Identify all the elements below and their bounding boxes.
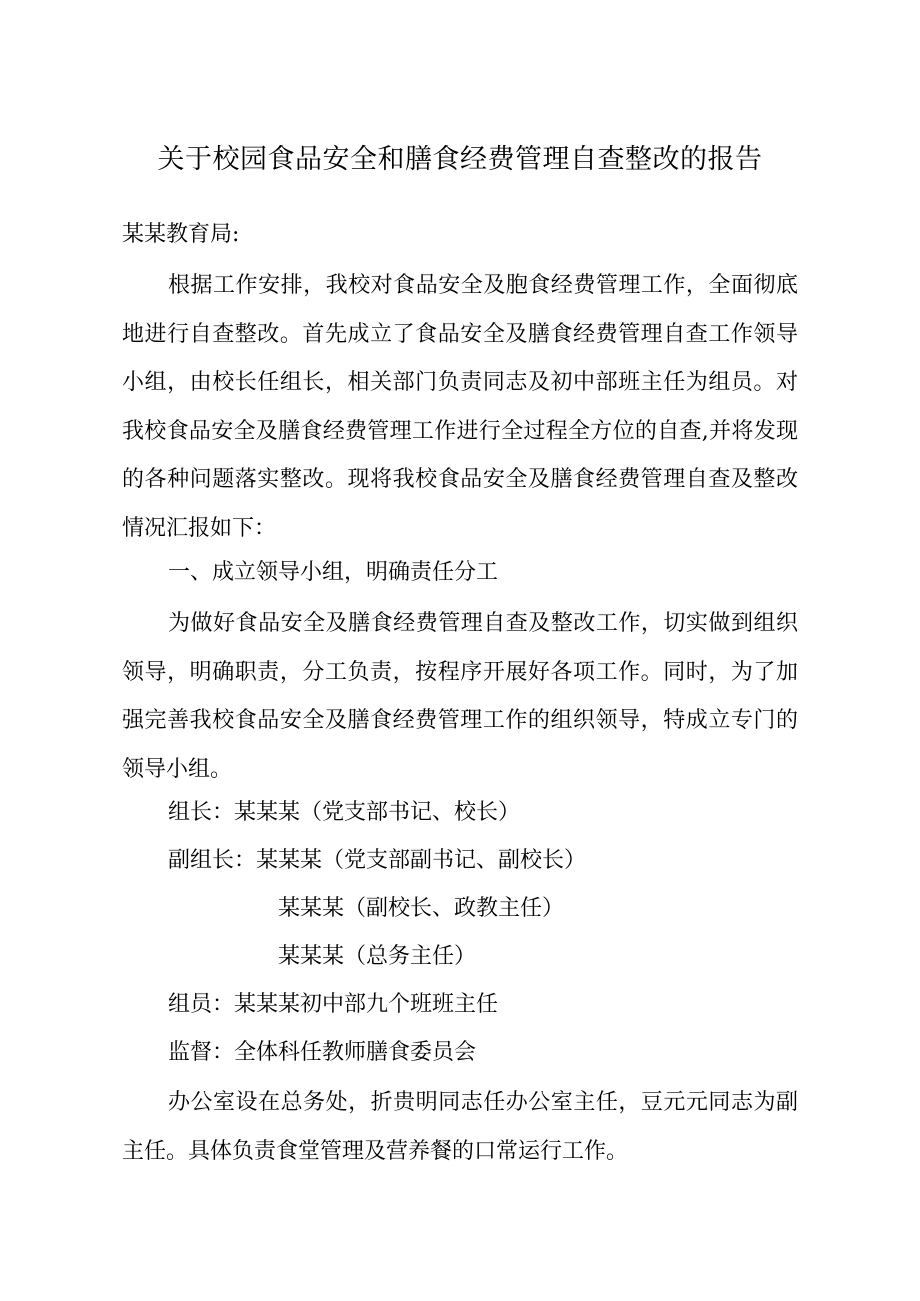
paragraph-office: 办公室设在总务处，折贵明同志任办公室主任，豆元元同志为副主任。具体负责食堂管理及营养餐的口常运行工作。 — [122, 1090, 798, 1164]
supervision-line: 监督：全体科任教师膳食委员会 — [168, 1040, 477, 1065]
section-heading-1: 一、成立领导小组，明确责任分工 — [168, 560, 499, 585]
deputy-leader-line-3: 某某某（总务主任） — [278, 944, 477, 969]
paragraph-intro: 根据工作安排，我校对食品安全及胞食经费管理工作，全面彻底地进行自查整改。首先成立了食品安全及膳食经费管理自查工作领导小组，由校长任组长，相关部门负责同志及初中部班主任为组员。对我校食品安全及膳食经费管理工作进行全过程全方位的自查,并将发现的各种问题落实整改。现将我校食品安全及膳食经费管理自查及整改情况汇报如下： — [122, 273, 798, 541]
members-line: 组员：某某某初中部九个班班主任 — [168, 992, 499, 1017]
leader-line: 组长：某某某（党支部书记、校长） — [168, 800, 521, 825]
deputy-leader-line-2: 某某某（副校长、政教主任） — [278, 896, 565, 921]
document-title: 关于校园食品安全和膳食经费管理自查整改的报告 — [157, 144, 763, 175]
salutation: 某某教育局: — [122, 222, 240, 247]
paragraph-leadership: 为做好食品安全及膳食经费管理自查及整改工作，切实做到组织领导，明确职责，分工负责，按程序开展好各项工作。同时，为了加强完善我校食品安全及膳食经费管理工作的组织领导，特成立专门的领导小组。 — [122, 611, 798, 782]
deputy-leader-line-1: 副组长：某某某（党支部副书记、副校长） — [168, 848, 587, 873]
